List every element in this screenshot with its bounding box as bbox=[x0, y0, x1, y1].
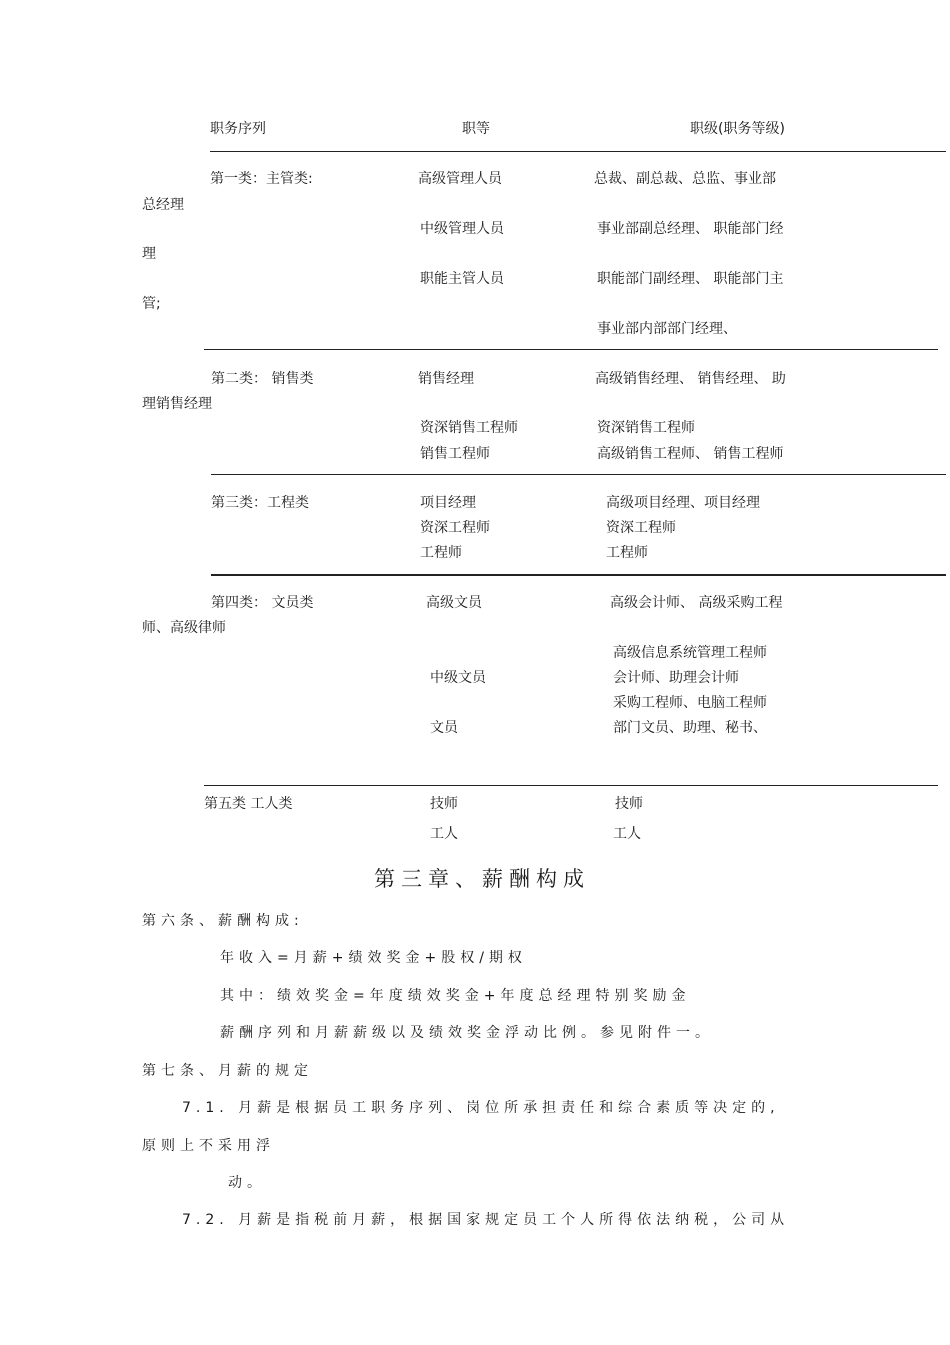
article7-p72-line1: 7.2. 月薪是指税前月薪，根据国家规定员工个人所得依法纳税，公司从 bbox=[182, 1212, 790, 1228]
header-level: 职级(职务等级) bbox=[690, 121, 785, 137]
article6-line2: 其中：绩效奖金=年度绩效奖金+年度总经理特别奖励金 bbox=[220, 988, 691, 1004]
header-series: 职务序列 bbox=[210, 121, 266, 137]
cat4-r2-level: 会计师、助理会计师 bbox=[613, 670, 739, 686]
cat1-r1-grade: 高级管理人员 bbox=[418, 171, 502, 187]
cat3-r3-grade: 工程师 bbox=[420, 545, 462, 561]
cat1-r2-level: 事业部副总经理、 职能部门经 bbox=[597, 221, 784, 237]
cat3-r1-level: 高级项目经理、项目经理 bbox=[606, 495, 760, 511]
cat4-divider bbox=[204, 785, 938, 786]
article7-title: 第七条、月薪的规定 bbox=[142, 1063, 313, 1079]
cat3-label: 第三类：工程类 bbox=[211, 495, 309, 511]
cat3-r2-level: 资深工程师 bbox=[606, 520, 676, 536]
cat1-wrap1: 总经理 bbox=[142, 197, 184, 213]
cat5-label: 第五类 工人类 bbox=[204, 796, 293, 812]
cat5-r2-grade: 工人 bbox=[430, 826, 458, 842]
cat4-wrap1: 师、高级律师 bbox=[142, 620, 226, 636]
cat1-wrap3: 管; bbox=[142, 296, 161, 312]
cat5-r1-level: 技师 bbox=[615, 796, 643, 812]
chapter-title: 第三章、薪酬构成 bbox=[374, 867, 590, 891]
cat2-r3-grade: 销售工程师 bbox=[420, 446, 490, 462]
article6-title: 第六条、薪酬构成: bbox=[142, 913, 304, 929]
cat1-label: 第一类：主管类: bbox=[210, 171, 313, 187]
cat2-label: 第二类： 销售类 bbox=[211, 371, 314, 387]
cat3-r2-grade: 资深工程师 bbox=[420, 520, 490, 536]
cat1-wrap2: 理 bbox=[142, 246, 156, 262]
cat1-r3-level: 职能部门副经理、 职能部门主 bbox=[597, 271, 784, 287]
cat5-r1-grade: 技师 bbox=[430, 796, 458, 812]
cat2-r3-level: 高级销售工程师、 销售工程师 bbox=[597, 446, 784, 462]
cat4-label: 第四类： 文员类 bbox=[211, 595, 314, 611]
cat3-r1-grade: 项目经理 bbox=[420, 495, 476, 511]
cat5-r2-level: 工人 bbox=[613, 826, 641, 842]
cat1-r1-level: 总裁、副总裁、总监、事业部 bbox=[594, 171, 776, 187]
header-grade: 职等 bbox=[462, 121, 490, 137]
article7-p71-line2: 原则上不采用浮 bbox=[142, 1138, 275, 1154]
cat1-divider bbox=[204, 349, 938, 350]
cat4-r1-level: 高级会计师、 高级采购工程 bbox=[610, 595, 783, 611]
cat4-r3-level: 部门文员、助理、秘书、 bbox=[613, 720, 767, 736]
cat2-r2-level: 资深销售工程师 bbox=[597, 420, 695, 436]
cat2-wrap1: 理销售经理 bbox=[142, 396, 212, 412]
cat2-r2-grade: 资深销售工程师 bbox=[420, 420, 518, 436]
article6-line3: 薪酬序列和月薪薪级以及绩效奖金浮动比例。参见附件一。 bbox=[220, 1025, 714, 1041]
cat2-r1-grade: 销售经理 bbox=[418, 371, 474, 387]
article7-p71-line1: 7.1. 月薪是根据员工职务序列、岗位所承担责任和综合素质等决定的, bbox=[182, 1100, 780, 1116]
cat1-r4-level: 事业部内部部门经理、 bbox=[597, 321, 737, 337]
cat3-r3-level: 工程师 bbox=[606, 545, 648, 561]
article6-line1: 年收入=月薪+绩效奖金+股权/期权 bbox=[220, 950, 527, 966]
header-divider bbox=[210, 151, 946, 152]
article7-p71-line3: 动。 bbox=[228, 1175, 266, 1191]
cat4-r2b-level: 采购工程师、电脑工程师 bbox=[613, 695, 767, 711]
cat4-r2-grade: 中级文员 bbox=[430, 670, 486, 686]
cat2-divider bbox=[211, 474, 946, 475]
cat4-r3-grade: 文员 bbox=[430, 720, 458, 736]
cat1-r2-grade: 中级管理人员 bbox=[420, 221, 504, 237]
cat1-r3-grade: 职能主管人员 bbox=[420, 271, 504, 287]
cat4-r1-grade: 高级文员 bbox=[426, 595, 482, 611]
cat3-divider bbox=[211, 574, 946, 576]
cat4-r1b-level: 高级信息系统管理工程师 bbox=[613, 645, 767, 661]
cat2-r1-level: 高级销售经理、 销售经理、 助 bbox=[595, 371, 786, 387]
